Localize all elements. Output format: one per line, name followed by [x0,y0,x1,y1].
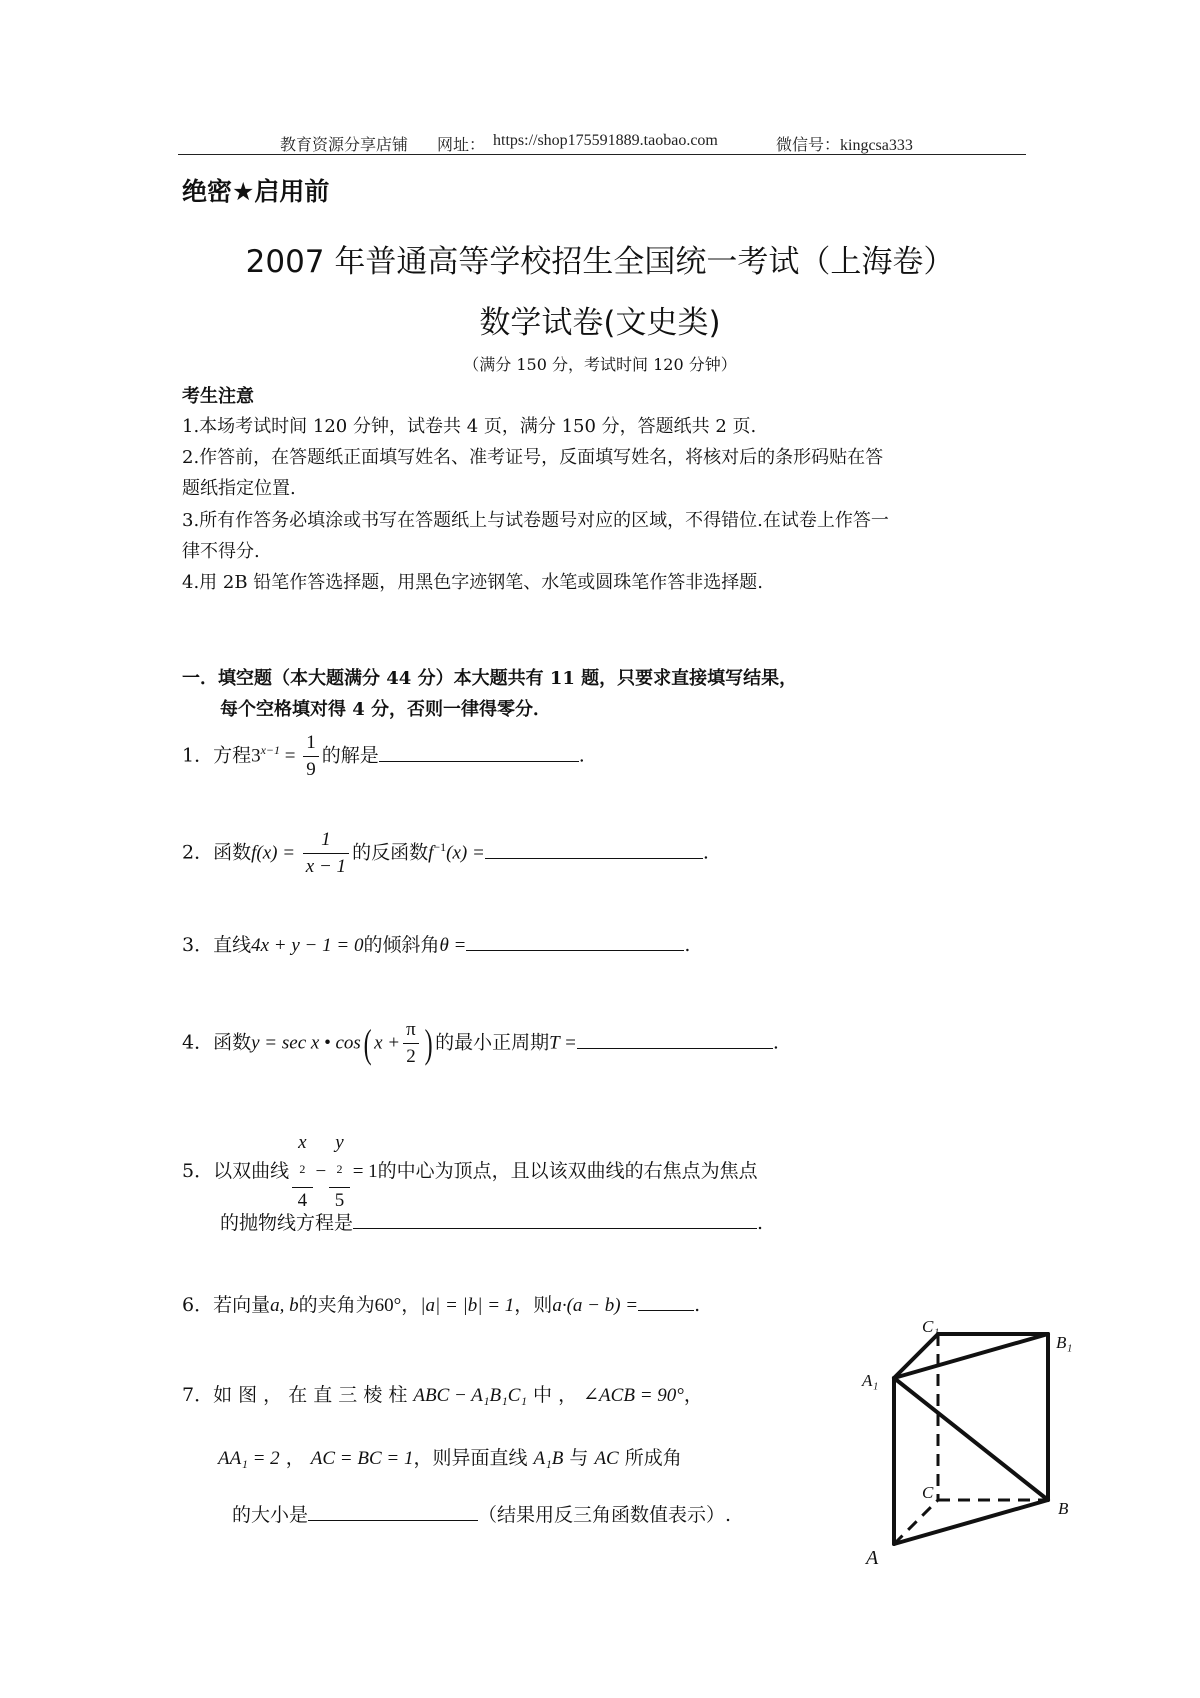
q3-theta: θ = [439,935,467,956]
q4-fraction [403,1017,419,1070]
notice-item-1: 1.本场考试时间 120 分钟，试卷共 4 页，满分 150 分，答题纸共 2 页. [182,416,757,437]
q2-fraction [303,827,349,880]
page-subtitle: 数学试卷(文史类) [479,305,721,341]
q2-answer-blank[interactable] [485,840,703,859]
confidential-stamp: 绝密★启用前 [182,177,330,206]
q4-paren-left: ( [363,1021,372,1066]
q3-number: 3． [182,934,214,956]
q7-line1c: ， [683,1384,703,1406]
q1-base: 3 [251,745,261,767]
q7-number: 7． [182,1384,214,1406]
q7-line3b: （结果用反三角函数值表示）. [478,1504,732,1526]
q4-T: T = [549,1032,577,1054]
q7-line2f: 与 [569,1447,589,1469]
q5-pre: 以双曲线 [213,1160,290,1183]
header-site-url[interactable]: https://shop175591889.taobao.com [493,132,718,149]
prism-figure [840,1320,1090,1580]
q5-number: 5． [182,1160,214,1183]
q4-paren-right: ) [424,1021,433,1066]
question-7-line1 [182,1380,703,1407]
question-5-line2 [220,1208,763,1235]
q5-line2: 的抛物线方程是 [220,1212,354,1234]
q2-finv: f [428,842,434,864]
q3-pre: 直线 [213,934,252,956]
q2-finv-exp: −1 [433,840,447,855]
section1-heading: 一．填空题（本大题满分 44 分）本大题共有 11 题，只要求直接填写结果， [182,668,798,689]
q1-fraction [303,730,319,783]
header-site-label: 网址： [437,137,486,154]
q7-ac: AC [594,1448,619,1469]
label-C: C [922,1483,934,1502]
header-rule [178,154,1026,155]
q3-end: . [684,934,691,956]
q7-line1b: 中 ， [533,1384,578,1406]
score-note: （满分 150 分，考试时间 120 分钟） [463,355,737,374]
edge-A1-B [894,1378,1048,1500]
q1-answer-blank[interactable] [379,743,579,762]
header-shop: 教育资源分享店铺 [280,137,409,154]
label-B1: B₁ [1056,1333,1073,1352]
question-3 [182,930,690,957]
question-7-line2 [218,1443,682,1470]
q6-dot: a·(a − b) = [552,1295,639,1316]
q4-expr: y = sec x • cos [251,1032,361,1054]
q3-mid: 的倾斜角 [363,934,440,956]
q5-den2: 5 [334,1190,345,1212]
q7-line3a: 的大小是 [232,1504,309,1526]
q7-line2h: 所成角 [624,1447,682,1469]
q4-end: . [772,1031,779,1054]
q2-pre: 函数 [213,841,252,864]
q2-frac-den: x − 1 [305,856,347,877]
notice-item-3: 3.所有作答务必填涂或书写在答题纸上与试卷题号对应的区域，不得错位.在试卷上作答一 [182,510,889,531]
q2-fx: f(x) = [251,842,300,864]
label-A1: A₁ [862,1371,879,1390]
q7-prism: ABC − A₁B₁C₁ [413,1385,527,1406]
q1-post: 的解是 [321,744,379,767]
q1-eq: = [280,745,301,767]
question-7-line3 [232,1500,731,1527]
q6-comma: ， [401,1294,421,1316]
q5-y: y [335,1132,344,1153]
page-title: 2007 年普通高等学校招生全国统一考试（上海卷） [245,244,955,280]
q1-exp: x−1 [260,743,281,758]
q2-number: 2． [182,841,214,864]
q5-den1: 4 [297,1190,308,1212]
q6-number: 6． [182,1294,214,1316]
q2-mid: 的反函数 [352,841,429,864]
q4-number: 4． [182,1031,214,1054]
q2-end: . [702,841,709,864]
q6-end: . [694,1294,701,1316]
q6-then: ，则 [514,1294,553,1316]
q6-angle: 60° [374,1295,402,1316]
q6-vecs: a, b [270,1295,299,1316]
q7-answer-blank[interactable] [308,1502,478,1521]
q1-pre: 方程 [213,744,252,767]
q6-mid: 的夹角为 [298,1294,375,1316]
q3-answer-blank[interactable] [466,932,684,951]
q2-frac-num: 1 [303,827,349,854]
label-B: B [1058,1499,1069,1518]
q5-answer-blank[interactable] [353,1210,757,1229]
label-A: A [866,1547,879,1569]
q4-arg: x + [374,1032,401,1054]
q5-fraction-x: x $^2$ 4 [292,1130,312,1214]
q4-pre: 函数 [213,1031,252,1054]
q5-post: 的中心为顶点，且以该双曲线的右焦点为焦点 [377,1160,758,1183]
q1-frac-den: 9 [306,759,316,780]
label-C1: C₁ [922,1320,940,1336]
q6-pre: 若向量 [213,1294,271,1316]
q7-line1a: 如 图 ， 在 直 三 棱 柱 [213,1384,408,1406]
q7-a1b: A₁B [533,1448,564,1469]
question-4 [182,1017,779,1070]
q1-number: 1． [182,744,214,767]
notice-item-2-cont: 题纸指定位置. [182,478,296,499]
question-1 [182,730,585,783]
q5-end: . [757,1212,764,1234]
q1-end: . [578,744,585,767]
q4-frac-num: π [403,1017,419,1044]
q6-answer-blank[interactable] [638,1292,694,1311]
q5-eq: = 1 [352,1161,378,1183]
q1-frac-num: 1 [303,730,319,757]
q2-finv-arg: (x) = [446,842,485,864]
section1-heading-cont: 每个空格填对得 4 分，否则一律得零分． [220,699,552,720]
q4-mid: 的最小正周期 [435,1031,550,1054]
notice-item-3-cont: 律不得分. [182,541,260,562]
q7-line2b: ， [285,1447,305,1469]
notice-item-2: 2.作答前，在答题纸正面填写姓名、准考证号，反面填写姓名，将核对后的条形码贴在答 [182,447,884,468]
notice-item-4: 4.用 2B 铅笔作答选择题，用黑色字迹钢笔、水笔或圆珠笔作答非选择题. [182,572,764,593]
q4-answer-blank[interactable] [577,1030,773,1049]
q7-line2d: ，则异面直线 [413,1447,528,1469]
notice-heading: 考生注意 [182,386,254,407]
q3-expr: 4x + y − 1 = 0 [251,935,364,956]
q5-x: x [298,1132,307,1153]
q5-fraction-y: y $^2$ 5 [329,1130,349,1214]
q4-frac-den: 2 [406,1046,416,1067]
q6-abs: |a| = |b| = 1 [420,1295,515,1316]
q7-ac-bc: AC = BC = 1 [310,1448,414,1469]
question-5: 5．以双曲线 x $^2$ 4 − y $^2$ 5 = 1的中心为顶点，且以该双曲线的右焦点为焦点 [182,1130,758,1214]
question-2 [182,827,709,880]
question-6 [182,1290,700,1317]
q7-aa1: AA₁ = 2 [218,1448,280,1469]
header-wechat: 微信号：kingcsa333 [776,137,913,154]
q7-angle: ∠ACB = 90° [583,1385,684,1406]
